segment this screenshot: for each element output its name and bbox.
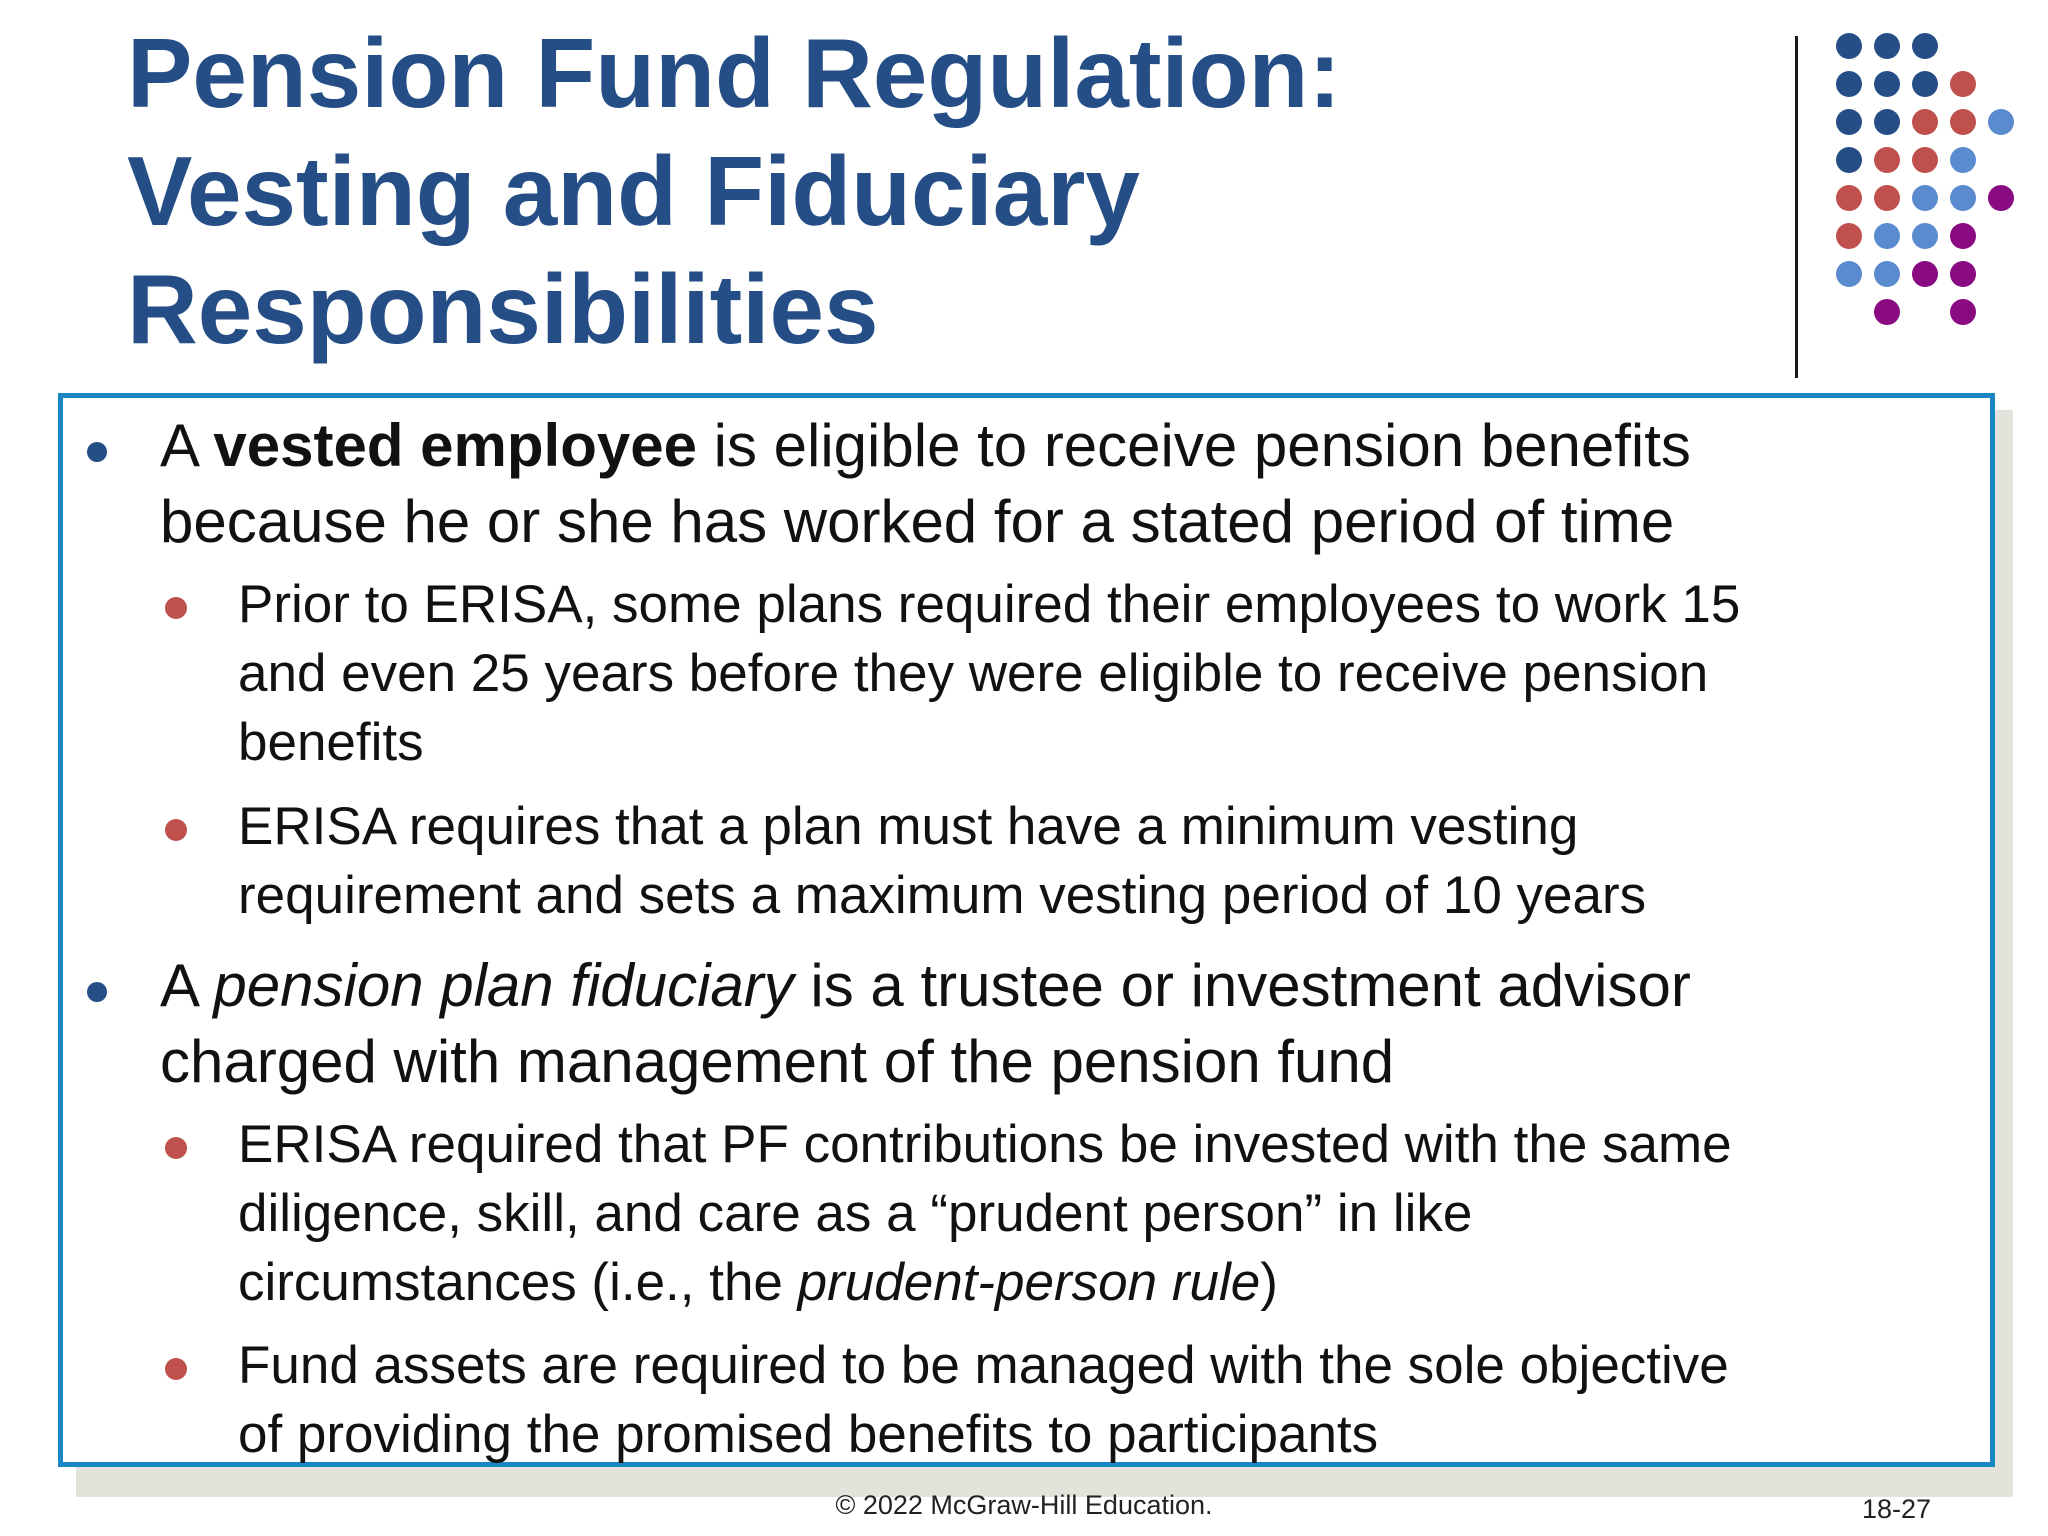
title-line-2: Vesting and Fiduciary <box>127 136 1140 246</box>
bullet-marker-icon <box>165 819 187 841</box>
emphasis-term: pension plan fiduciary <box>213 952 794 1019</box>
title-divider <box>1795 36 1798 378</box>
bullet-line <box>238 1248 1278 1317</box>
title-line-3: Responsibilities <box>127 254 879 364</box>
logo-dots <box>1836 33 2014 325</box>
bullet-line <box>160 948 1691 1024</box>
text-run: requirement and sets a maximum vesting period of 10 years <box>238 866 1647 925</box>
text-run: because he or she has worked for a stated period of time <box>160 488 1675 555</box>
text-run: Fund assets are required to be managed with the sole objective <box>238 1336 1729 1395</box>
text-run: is a trustee or investment advisor <box>793 952 1691 1019</box>
text-run: of providing the promised benefits to participants <box>238 1405 1379 1464</box>
bullet-line <box>160 408 1691 484</box>
dot-grid-logo-icon <box>1836 32 2026 332</box>
text-run: diligence, skill, and care as a “prudent person” in like <box>238 1184 1473 1243</box>
emphasis-term: vested employee <box>213 412 697 479</box>
bullet-line <box>238 1400 1378 1469</box>
bullet-pension-plan-fiduciary <box>0 948 1800 1108</box>
text-run: benefits <box>238 713 424 772</box>
text-run: A <box>160 412 214 479</box>
slide-title <box>127 14 1747 368</box>
text-run: ERISA required that PF contributions be invested with the same <box>238 1115 1732 1174</box>
bullet-prudent-person <box>0 1110 1800 1320</box>
text-run: and even 25 years before they were eligible to receive pension <box>238 644 1709 703</box>
bullet-marker-icon <box>165 1358 187 1380</box>
bullet-prior-to-erisa <box>0 570 1800 780</box>
text-run: charged with management of the pension fund <box>160 1028 1395 1095</box>
bullet-erisa-minimum-vesting <box>0 792 1800 932</box>
emphasis-term: prudent-person rule <box>797 1253 1261 1312</box>
text-run: A <box>160 952 214 1019</box>
page-number: 18-27 <box>1862 1494 1932 1524</box>
bullet-marker-icon <box>87 442 107 462</box>
bullet-marker-icon <box>165 1137 187 1159</box>
bullet-vested-employee <box>0 408 1800 568</box>
title-line-1: Pension Fund Regulation: <box>127 18 1342 128</box>
bullet-line <box>160 1024 1394 1100</box>
bullet-fund-assets <box>0 1331 1800 1471</box>
bullet-marker-icon <box>165 597 187 619</box>
text-run: Prior to ERISA, some plans required their employees to work 15 <box>238 575 1741 634</box>
bullet-line <box>238 570 1740 639</box>
text-run: ERISA requires that a plan must have a minimum vesting <box>238 797 1579 856</box>
copyright-notice: © 2022 McGraw-Hill Education. <box>835 1490 1213 1520</box>
bullet-line <box>238 639 1708 708</box>
text-run: ) <box>1260 1253 1278 1312</box>
bullet-line <box>238 792 1578 861</box>
bullet-line <box>238 861 1646 930</box>
bullet-line <box>238 1331 1729 1400</box>
text-run: is eligible to receive pension benefits <box>696 412 1691 479</box>
bullet-marker-icon <box>87 982 107 1002</box>
bullet-line <box>238 1179 1472 1248</box>
bullet-line <box>160 484 1674 560</box>
text-run: circumstances (i.e., the <box>238 1253 798 1312</box>
bullet-line <box>238 1110 1732 1179</box>
bullet-line <box>238 708 424 777</box>
